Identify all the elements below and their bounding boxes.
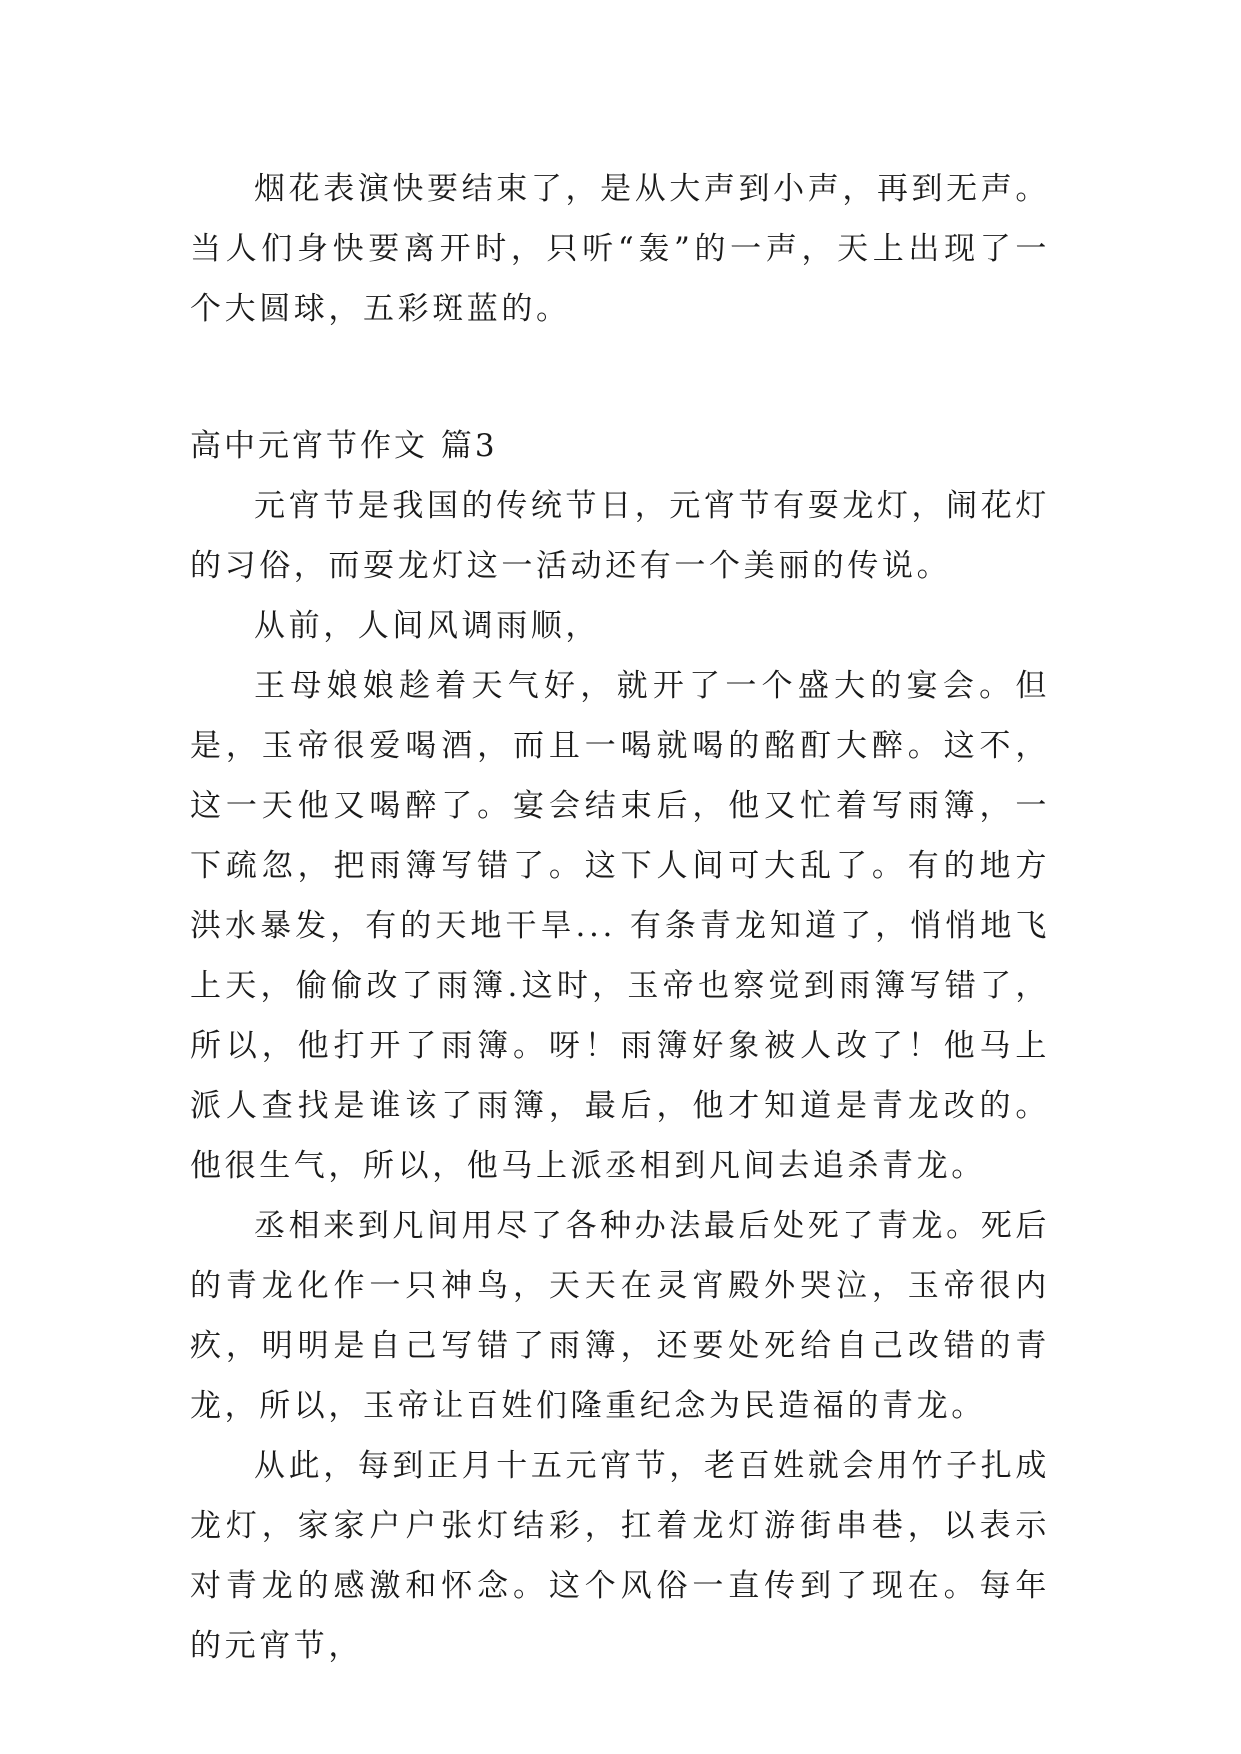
section-heading: 高中元宵节作文 篇3 [190, 428, 498, 464]
paragraph-5: 从此，每到正月十五元宵节，老百姓就会用竹子扎成龙灯，家家户户张灯结彩，扛着龙灯游街串巷，以表示对青龙的感激和怀念。这个风俗一直传到了现在。每年的元宵节， [190, 1448, 1050, 1664]
section-spacer [190, 339, 1050, 416]
paragraph-4: 丞相来到凡间用尽了各种办法最后处死了青龙。死后的青龙化作一只神鸟，天天在灵宵殿外哭泣，玉帝很内疚，明明是自己写错了雨簿，还要处死给自己改错的青龙，所以，玉帝让百姓们隆重纪念为民造福的青龙。 [190, 1208, 1050, 1424]
document-body [190, 159, 1050, 1676]
paragraph-3: 王母娘娘趁着天气好，就开了一个盛大的宴会。但是，玉帝很爱喝酒，而且一喝就喝的酩酊大醉。这不，这一天他又喝醉了。宴会结束后，他又忙着写雨簿，一下疏忽，把雨簿写错了。这下人间可大乱了。有的地方洪水暴发，有的天地干旱... 有条青龙知道了，悄悄地飞上天，偷偷改了雨簿.这时，玉帝也察觉到雨簿写错了，所以，他打开了雨簿。呀！雨簿好象被人改了！他马上派人查找是谁该了雨簿，最后，他才知道是青龙改的。他很生气，所以，他马上派丞相到凡间去追杀青龙。 [190, 668, 1050, 1184]
paragraph-1: 元宵节是我国的传统节日，元宵节有耍龙灯，闹花灯的习俗，而耍龙灯这一活动还有一个美丽的传说。 [190, 488, 1050, 584]
intro-paragraph: 烟花表演快要结束了，是从大声到小声，再到无声。当人们身快要离开时，只听“轰”的一声，天上出现了一个大圆球，五彩斑蓝的。 [190, 171, 1050, 327]
paragraph-2: 从前，人间风调雨顺， [254, 608, 600, 644]
